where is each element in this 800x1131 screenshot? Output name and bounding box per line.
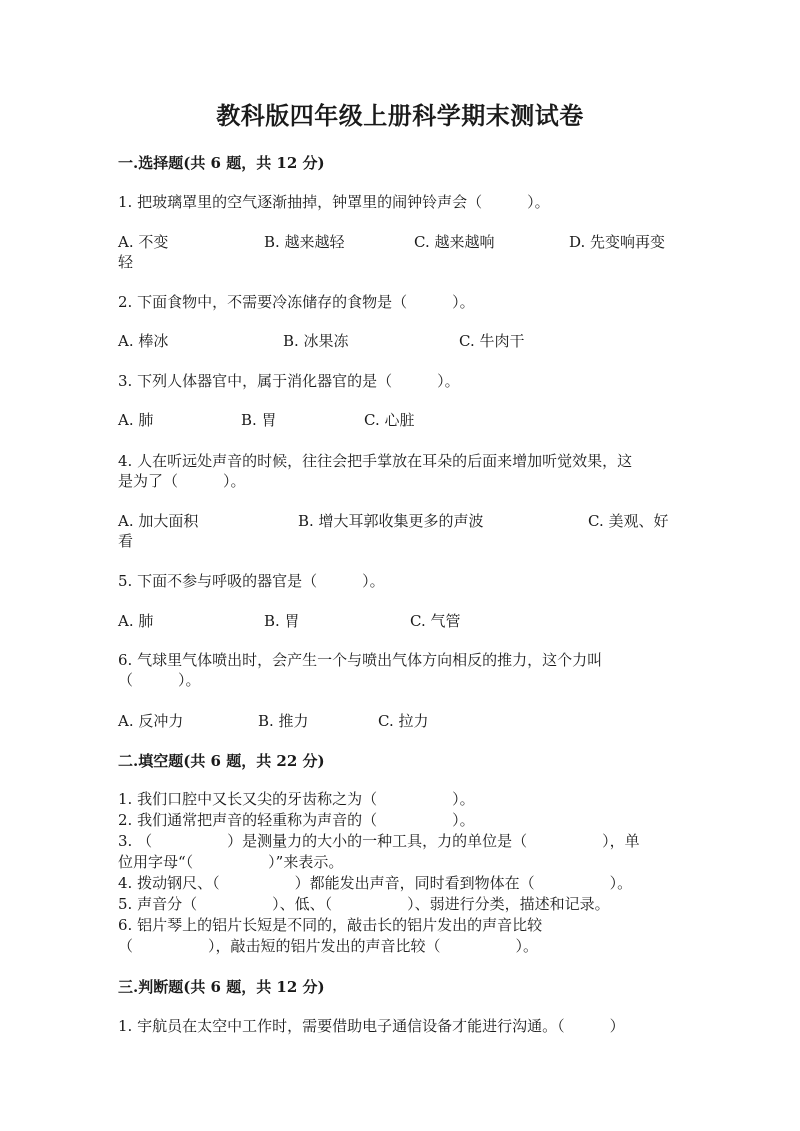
fill-line-1: 1. 我们口腔中又长又尖的牙齿称之为（ ）。 bbox=[118, 790, 475, 808]
question-5-option-b: B. 胃 bbox=[264, 612, 300, 630]
question-4-option-c: C. 美观、好 bbox=[588, 512, 669, 530]
exam-title: 教科版四年级上册科学期末测试卷 bbox=[216, 101, 584, 130]
question-2-option-a: A. 棒冰 bbox=[118, 332, 169, 350]
fill-line-7: 6. 铝片琴上的铝片长短是不同的，敲击长的铝片发出的声音比较 bbox=[118, 916, 543, 934]
question-2-stem: 2. 下面食物中，不需要冷冻储存的食物是（ ）。 bbox=[118, 293, 475, 311]
fill-line-6: 5. 声音分（ ）、低、（ ）、弱进行分类，描述和记录。 bbox=[118, 895, 610, 913]
question-5-stem: 5. 下面不参与呼吸的器官是（ ）。 bbox=[118, 572, 385, 590]
section-heading-fill: 二.填空题(共 6 题，共 22 分) bbox=[118, 752, 325, 770]
question-6-option-b: B. 推力 bbox=[258, 712, 309, 730]
fill-line-8: （ ），敲击短的铝片发出的声音比较（ ）。 bbox=[118, 937, 539, 955]
question-3-option-c: C. 心脏 bbox=[364, 411, 415, 429]
question-1-option-b: B. 越来越轻 bbox=[264, 233, 345, 251]
question-4-option-c-wrap: 看 bbox=[118, 532, 134, 550]
question-4-stem-line-1: 4. 人在听远处声音的时候，往往会把手掌放在耳朵的后面来增加听觉效果，这 bbox=[118, 452, 633, 470]
judge-line-1: 1. 宇航员在太空中工作时，需要借助电子通信设备才能进行沟通。（ ） bbox=[118, 1017, 625, 1035]
question-1-stem: 1. 把玻璃罩里的空气逐渐抽掉，钟罩里的闹钟铃声会（ ）。 bbox=[118, 193, 550, 211]
section-heading-choice: 一.选择题(共 6 题，共 12 分) bbox=[118, 154, 325, 172]
question-3-option-b: B. 胃 bbox=[241, 411, 277, 429]
section-heading-judge: 三.判断题(共 6 题，共 12 分) bbox=[118, 978, 325, 996]
question-4-stem-line-2: 是为了（ ）。 bbox=[118, 472, 246, 490]
question-1-option-a: A. 不变 bbox=[118, 233, 169, 251]
question-1-option-d-wrap: 轻 bbox=[118, 253, 134, 271]
question-4-option-b: B. 增大耳郭收集更多的声波 bbox=[298, 512, 484, 530]
fill-line-5: 4. 拨动钢尺、（ ）都能发出声音，同时看到物体在（ ）。 bbox=[118, 874, 633, 892]
fill-line-2: 2. 我们通常把声音的轻重称为声音的（ ）。 bbox=[118, 811, 475, 829]
question-2-option-c: C. 牛肉干 bbox=[459, 332, 525, 350]
fill-line-4: 位用字母“（ ）”来表示。 bbox=[118, 853, 344, 871]
fill-line-3: 3. （ ）是测量力的大小的一种工具，力的单位是（ ），单 bbox=[118, 832, 640, 850]
question-1-option-d: D. 先变响再变 bbox=[569, 233, 666, 251]
question-5-option-a: A. 肺 bbox=[118, 612, 154, 630]
question-4-option-a: A. 加大面积 bbox=[118, 512, 199, 530]
question-5-option-c: C. 气管 bbox=[410, 612, 461, 630]
question-3-stem: 3. 下列人体器官中，属于消化器官的是（ ）。 bbox=[118, 372, 460, 390]
question-3-option-a: A. 肺 bbox=[118, 411, 154, 429]
question-6-stem-line-1: 6. 气球里气体喷出时，会产生一个与喷出气体方向相反的推力，这个力叫 bbox=[118, 651, 603, 669]
question-1-option-c: C. 越来越响 bbox=[414, 233, 495, 251]
question-6-stem-line-2: （ ）。 bbox=[118, 671, 201, 689]
question-6-option-c: C. 拉力 bbox=[378, 712, 429, 730]
question-6-option-a: A. 反冲力 bbox=[118, 712, 184, 730]
question-2-option-b: B. 冰果冻 bbox=[283, 332, 349, 350]
